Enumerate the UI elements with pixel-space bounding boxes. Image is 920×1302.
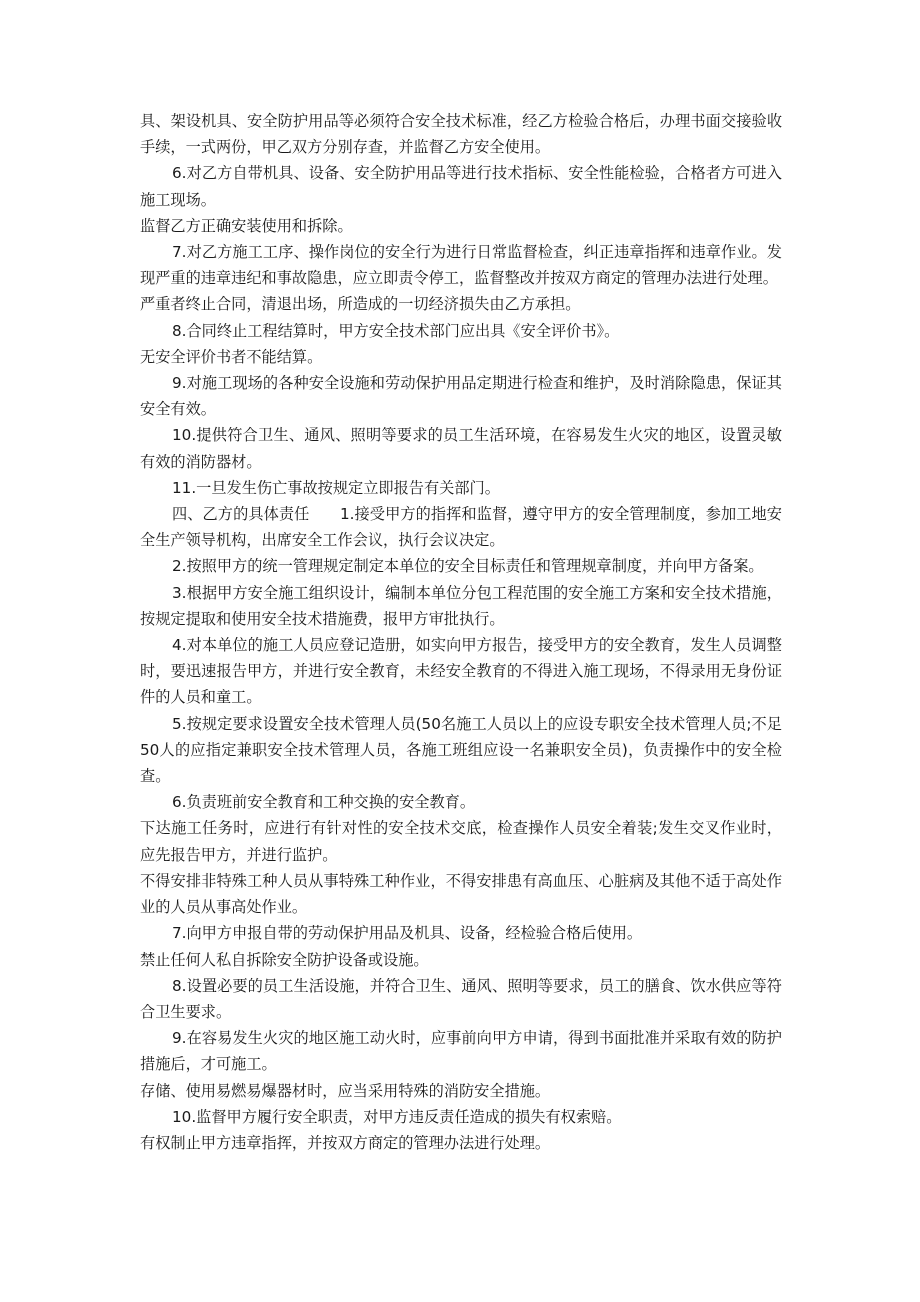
paragraph: 存储、使用易燃易爆器材时，应当采用特殊的消防安全措施。 — [140, 1081, 551, 1100]
paragraph: 下达施工任务时，应进行有针对性的安全技术交底，检查操作人员安全着装;发生交叉作业时，应先报告甲方，并进行监护。 — [140, 819, 782, 864]
paragraph: 7.向甲方申报自带的劳动保护用品及机具、设备，经检验合格后使用。 — [172, 924, 643, 943]
paragraph: 8.设置必要的员工生活设施，并符合卫生、通风、照明等要求，员工的膳食、饮水供应等符合卫生要求。 — [140, 976, 782, 1021]
paragraph: 3.根据甲方安全施工组织设计，编制本单位分包工程范围的安全施工方案和安全技术措施，按规定提取和使用安全技术措施费，报甲方审批执行。 — [140, 583, 782, 628]
paragraph: 4.对本单位的施工人员应登记造册，如实向甲方报告，接受甲方的安全教育，发生人员调整时，要迅速报告甲方，并进行安全教育，未经安全教育的不得进入施工现场，不得录用无身份证件的人员和童工。 — [140, 636, 782, 707]
paragraph: 9.对施工现场的各种安全设施和劳动保护用品定期进行检查和维护，及时消除隐患，保证其安全有效。 — [140, 374, 782, 419]
paragraph: 不得安排非特殊工种人员从事特殊工种作业，不得安排患有高血压、心脏病及其他不适于高处作业的人员从事高处作业。 — [140, 871, 782, 917]
paragraph: 监督乙方正确安装使用和拆除。 — [140, 216, 353, 235]
paragraph: 无安全评价书者不能结算。 — [140, 347, 323, 366]
paragraph: 8.合同终止工程结算时，甲方安全技术部门应出具《安全评价书》。 — [172, 321, 620, 340]
paragraph: 11.一旦发生伤亡事故按规定立即报告有关部门。 — [172, 478, 500, 497]
document-body — [140, 108, 782, 1156]
paragraph: 9.在容易发生火灾的地区施工动火时，应事前向甲方申请，得到书面批准并采取有效的防护措施后，才可施工。 — [140, 1029, 782, 1074]
paragraph: 具、架设机具、安全防护用品等必须符合安全技术标准，经乙方检验合格后，办理书面交接验收手续，一式两份，甲乙双方分别存查，并监督乙方安全使用。 — [140, 112, 782, 157]
section-heading-paragraph: 四、乙方的具体责任 1.接受甲方的指挥和监督，遵守甲方的安全管理制度，参加工地安全生产领导机构，出席安全工作会议，执行会议决定。 — [140, 505, 782, 550]
paragraph: 严重者终止合同，清退出场，所造成的一切经济损失由乙方承担。 — [140, 295, 581, 314]
paragraph: 有权制止甲方违章指挥，并按双方商定的管理办法进行处理。 — [140, 1133, 551, 1152]
paragraph: 禁止任何人私自拆除安全防护设备或设施。 — [140, 950, 429, 969]
paragraph: 7.对乙方施工工序、操作岗位的安全行为进行日常监督检查，纠正违章指挥和违章作业。发现严重的违章违纪和事故隐患，应立即责令停工，监督整改并按双方商定的管理办法进行处理。 — [140, 243, 782, 288]
paragraph: 6.对乙方自带机具、设备、安全防护用品等进行技术指标、安全性能检验，合格者方可进入施工现场。 — [140, 164, 782, 209]
paragraph: 5.按规定要求设置安全技术管理人员(50名施工人员以上的应设专职安全技术管理人员;不足50人的应指定兼职安全技术管理人员，各施工班组应设一名兼职安全员)，负责操作中的安全检查。 — [140, 714, 782, 786]
paragraph: 6.负责班前安全教育和工种交换的安全教育。 — [172, 793, 476, 812]
paragraph: 2.按照甲方的统一管理规定制定本单位的安全目标责任和管理规章制度，并向甲方备案。 — [172, 557, 764, 576]
paragraph: 10.提供符合卫生、通风、照明等要求的员工生活环境，在容易发生火灾的地区，设置灵敏有效的消防器材。 — [140, 426, 782, 471]
paragraph: 10.监督甲方履行安全职责，对甲方违反责任造成的损失有权索赔。 — [172, 1107, 622, 1126]
